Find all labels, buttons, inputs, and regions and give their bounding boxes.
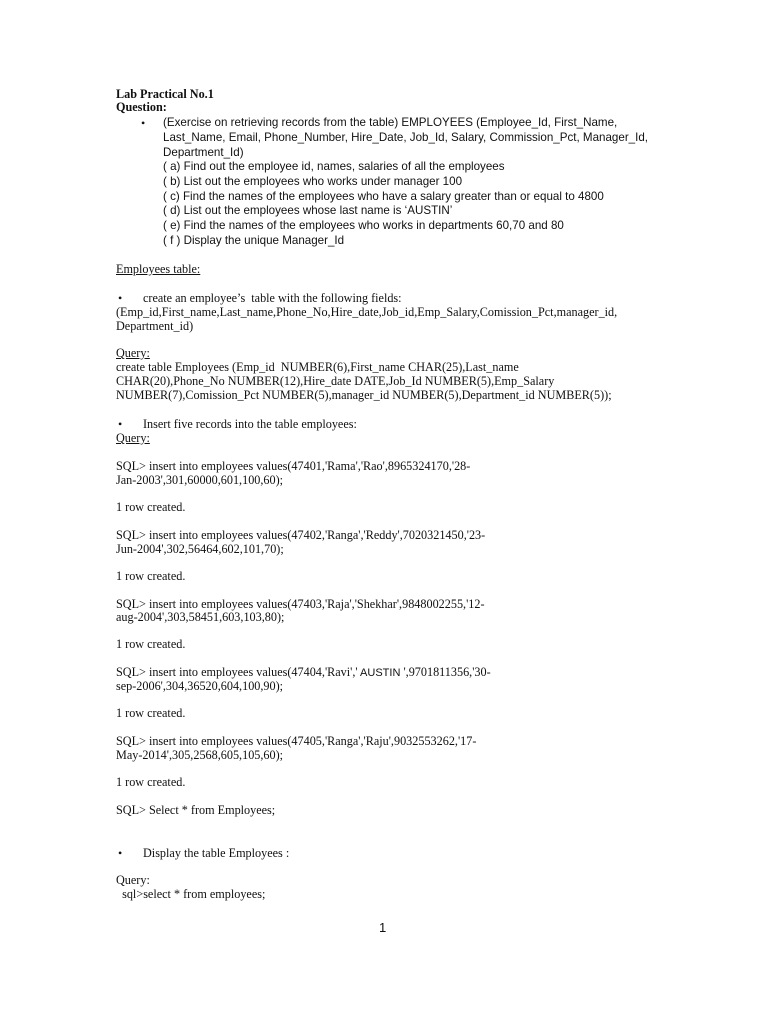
bullet-icon: •	[118, 417, 123, 431]
bullet-icon: •	[118, 846, 123, 860]
insert-5-line-2: May-2014',305,2568,605,105,60);	[116, 748, 284, 762]
insert-2-line-1: SQL> insert into employees values(47402,'Ranga','Reddy',7020321450,'23-	[116, 528, 486, 542]
exercise-item-f: ( f ) Display the unique Manager_Id	[163, 234, 345, 247]
insert-3-line-1: SQL> insert into employees values(47403,'Raja','Shekhar',9848002255,'12-	[116, 597, 485, 611]
employees-table-heading: Employees table:	[116, 262, 201, 276]
insert-4-line-1-austin: AUSTIN	[357, 667, 404, 679]
create-bullet-text: create an employee’s table with the following fields:	[143, 291, 402, 305]
create-fields-line-2: Department_id)	[116, 319, 194, 333]
question-label: Question:	[116, 100, 167, 114]
insert-5-result: 1 row created.	[116, 775, 186, 789]
create-query-line-2: CHAR(20),Phone_No NUMBER(12),Hire_date DATE,Job_Id NUMBER(5),Emp_Salary	[116, 374, 555, 388]
insert-bullet-text: Insert five records into the table employees:	[143, 417, 357, 431]
display-query: sql>select * from employees;	[116, 887, 266, 901]
display-bullet-text: Display the table Employees :	[143, 846, 290, 860]
display-query-label: Query:	[116, 873, 150, 887]
insert-1-line-2: Jan-2003',301,60000,601,100,60);	[116, 473, 284, 487]
lab-title: Lab Practical No.1	[116, 87, 214, 101]
insert-4-result: 1 row created.	[116, 706, 186, 720]
insert-3-line-2: aug-2004',303,58451,603,103,80);	[116, 610, 285, 624]
exercise-intro-line-2: Last_Name, Email, Phone_Number, Hire_Date, Job_Id, Salary, Commission_Pct, Manager_Id,	[163, 131, 649, 144]
insert-4-line-1-end: ',9701811356,'30-	[403, 665, 491, 679]
bullet-icon: •	[141, 116, 146, 130]
insert-2-line-2: Jun-2004',302,56464,602,101,70);	[116, 542, 284, 556]
insert-3-result: 1 row created.	[116, 637, 186, 651]
insert-1-result: 1 row created.	[116, 500, 186, 514]
exercise-item-c: ( c) Find the names of the employees who have a salary greater than or equal to 4800	[163, 190, 604, 203]
exercise-intro-line-3: Department_Id)	[163, 146, 244, 159]
exercise-item-e: ( e) Find the names of the employees who works in departments 60,70 and 80	[163, 219, 564, 232]
exercise-intro-line-1: (Exercise on retrieving records from the table) EMPLOYEES (Employee_Id, First_Name,	[163, 116, 618, 129]
page-number: 1	[379, 920, 387, 935]
insert-1-line-1: SQL> insert into employees values(47401,'Rama','Rao',8965324170,'28-	[116, 459, 471, 473]
insert-5-line-1: SQL> insert into employees values(47405,'Ranga','Raju',9032553262,'17-	[116, 734, 477, 748]
exercise-item-b: ( b) List out the employees who works under manager 100	[163, 175, 463, 188]
create-query-label: Query:	[116, 346, 150, 360]
create-query-line-3: NUMBER(7),Comission_Pct NUMBER(5),manager_id NUMBER(5),Department_id NUMBER(5));	[116, 388, 612, 402]
insert-2-result: 1 row created.	[116, 569, 186, 583]
create-query-line-1: create table Employees (Emp_id NUMBER(6),First_name CHAR(25),Last_name	[116, 360, 519, 374]
exercise-item-a: ( a) Find out the employee id, names, salaries of all the employees	[163, 160, 505, 173]
insert-4-line-1-start: SQL> insert into employees values(47404,'Ravi','	[116, 665, 358, 679]
bullet-icon: •	[118, 291, 123, 305]
create-fields-line-1: (Emp_id,First_name,Last_name,Phone_No,Hire_date,Job_id,Emp_Salary,Comission_Pct,manager_id,	[116, 305, 618, 319]
insert-4-line-2: sep-2006',304,36520,604,100,90);	[116, 679, 284, 693]
insert-query-label: Query:	[116, 431, 150, 445]
exercise-item-d: ( d) List out the employees whose last name is ‘AUSTIN’	[163, 204, 453, 217]
insert-4-line-1	[116, 665, 491, 680]
select-statement: SQL> Select * from Employees;	[116, 803, 276, 817]
